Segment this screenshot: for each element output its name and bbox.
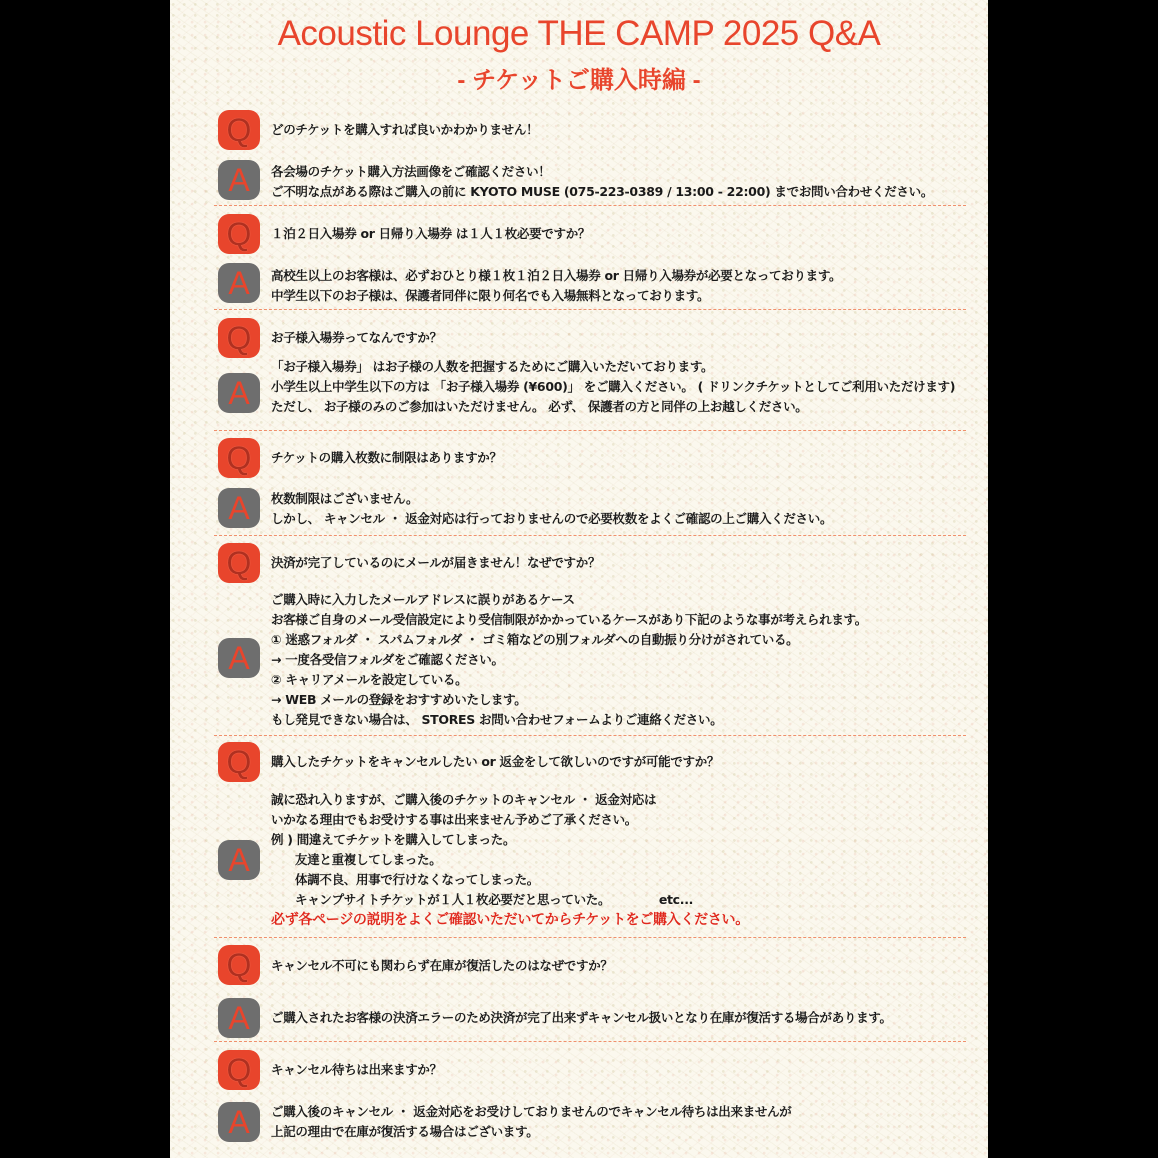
q-icon: Q: [218, 945, 260, 985]
question-text: １泊２日入場券 or 日帰り入場券 は１人１枚必要ですか？: [271, 226, 591, 241]
question-text: どのチケットを購入すれば良いかわかりません！: [271, 122, 539, 137]
q-icon: Q: [218, 742, 260, 782]
question-text: お子様入場券ってなんですか？: [271, 330, 442, 345]
a-icon: A: [218, 638, 260, 678]
q-icon: Q: [218, 110, 260, 150]
answer-text: 誠に恐れ入りますが、ご購入後のチケットのキャンセル ・ 返金対応は いかなる理由でもお受けする事は出来ません予めご了承ください。 例 ) 間違えてチケットを購入してしまった。 友達と重複してしまった。 体調不良、用事で行けなくなってしまった。 キャンプサイトチケットが１人１枚必要だと思っていた。 etc... 必ず各ページの説明をよくご確認いただいてからチケットをご購入ください。: [271, 792, 749, 928]
divider: [214, 1041, 966, 1042]
divider: [214, 430, 966, 431]
answer-text: ご購入時に入力したメールアドレスに誤りがあるケース お客様ご自身のメール受信設定により受信制限がかかっているケースがあり下記のような事が考えられます。 ① 迷惑フォルダ ・ スパムフォルダ ・ ゴミ箱などの別フォルダへの自動振り分けがされている。 → 一度各受信フォルダをご確認ください。 ② キャリアメールを設定している。 → WEB メールの登録をおすすめいたします。 もし発見できない場合は、 STORES お問い合わせフォームよりご連絡ください。: [271, 592, 867, 727]
divider: [214, 205, 966, 206]
q-icon: Q: [218, 1050, 260, 1090]
divider: [214, 535, 966, 536]
answer-text: 高校生以上のお客様は、必ずおひとり様１枚１泊２日入場券 or 日帰り入場券が必要となっております。 中学生以下のお子様は、保護者同伴に限り何名でも入場無料となっております。: [271, 268, 842, 303]
q-icon: Q: [218, 318, 260, 358]
qa-document: [170, 0, 988, 1158]
question-text: 購入したチケットをキャンセルしたい or 返金をして欲しいのですが可能ですか？: [271, 754, 720, 769]
answer-text: 各会場のチケット購入方法画像をご確認ください！ ご不明な点がある際はご購入の前に KYOTO MUSE (075-223-0389 / 13:00 - 22:00) までお問い合わせください。: [271, 164, 934, 199]
answer-text: 枚数制限はございません。 しかし、 キャンセル ・ 返金対応は行っておりませんので必要枚数をよくご確認の上ご購入ください。: [271, 491, 833, 526]
divider: [214, 735, 966, 736]
a-icon: A: [218, 1102, 260, 1142]
question-text: チケットの購入枚数に制限はありますか？: [271, 450, 502, 465]
a-icon: A: [218, 840, 260, 880]
question-text: キャンセル不可にも関わらず在庫が復活したのはなぜですか？: [271, 958, 613, 973]
answer-text: ご購入されたお客様の決済エラーのため決済が完了出来ずキャンセル扱いとなり在庫が復活する場合があります。: [271, 1010, 892, 1025]
q-icon: Q: [218, 438, 260, 478]
q-icon: Q: [218, 214, 260, 254]
question-text: 決済が完了しているのにメールが届きません！なぜですか？: [271, 555, 601, 570]
a-icon: A: [218, 160, 260, 200]
question-text: キャンセル待ちは出来ますか？: [271, 1062, 442, 1077]
divider: [214, 309, 966, 310]
a-icon: A: [218, 488, 260, 528]
divider: [214, 937, 966, 938]
q-icon: Q: [218, 543, 260, 583]
a-icon: A: [218, 998, 260, 1038]
answer-text: 「お子様入場券」 はお子様の人数を把握するためにご購入いただいております。 小学生以上中学生以下の方は 「お子様入場券 (¥600)」 をご購入ください。 ( ドリンクチケットとしてご利用いただけます) ただし、 お子様のみのご参加はいただけません。 必ず、 保護者の方と同伴の上お越しください。: [271, 359, 956, 414]
warning-note: 必ず各ページの説明をよくご確認いただいてからチケットをご購入ください。: [271, 912, 749, 928]
page-subtitle: - チケットご購入時編 -: [457, 67, 701, 94]
a-icon: A: [218, 373, 260, 413]
page-title: Acoustic Lounge THE CAMP 2025 Q&A: [277, 14, 881, 53]
a-icon: A: [218, 263, 260, 303]
answer-text: ご購入後のキャンセル ・ 返金対応をお受けしておりませんのでキャンセル待ちは出来ませんが 上記の理由で在庫が復活する場合はございます。: [271, 1104, 792, 1139]
